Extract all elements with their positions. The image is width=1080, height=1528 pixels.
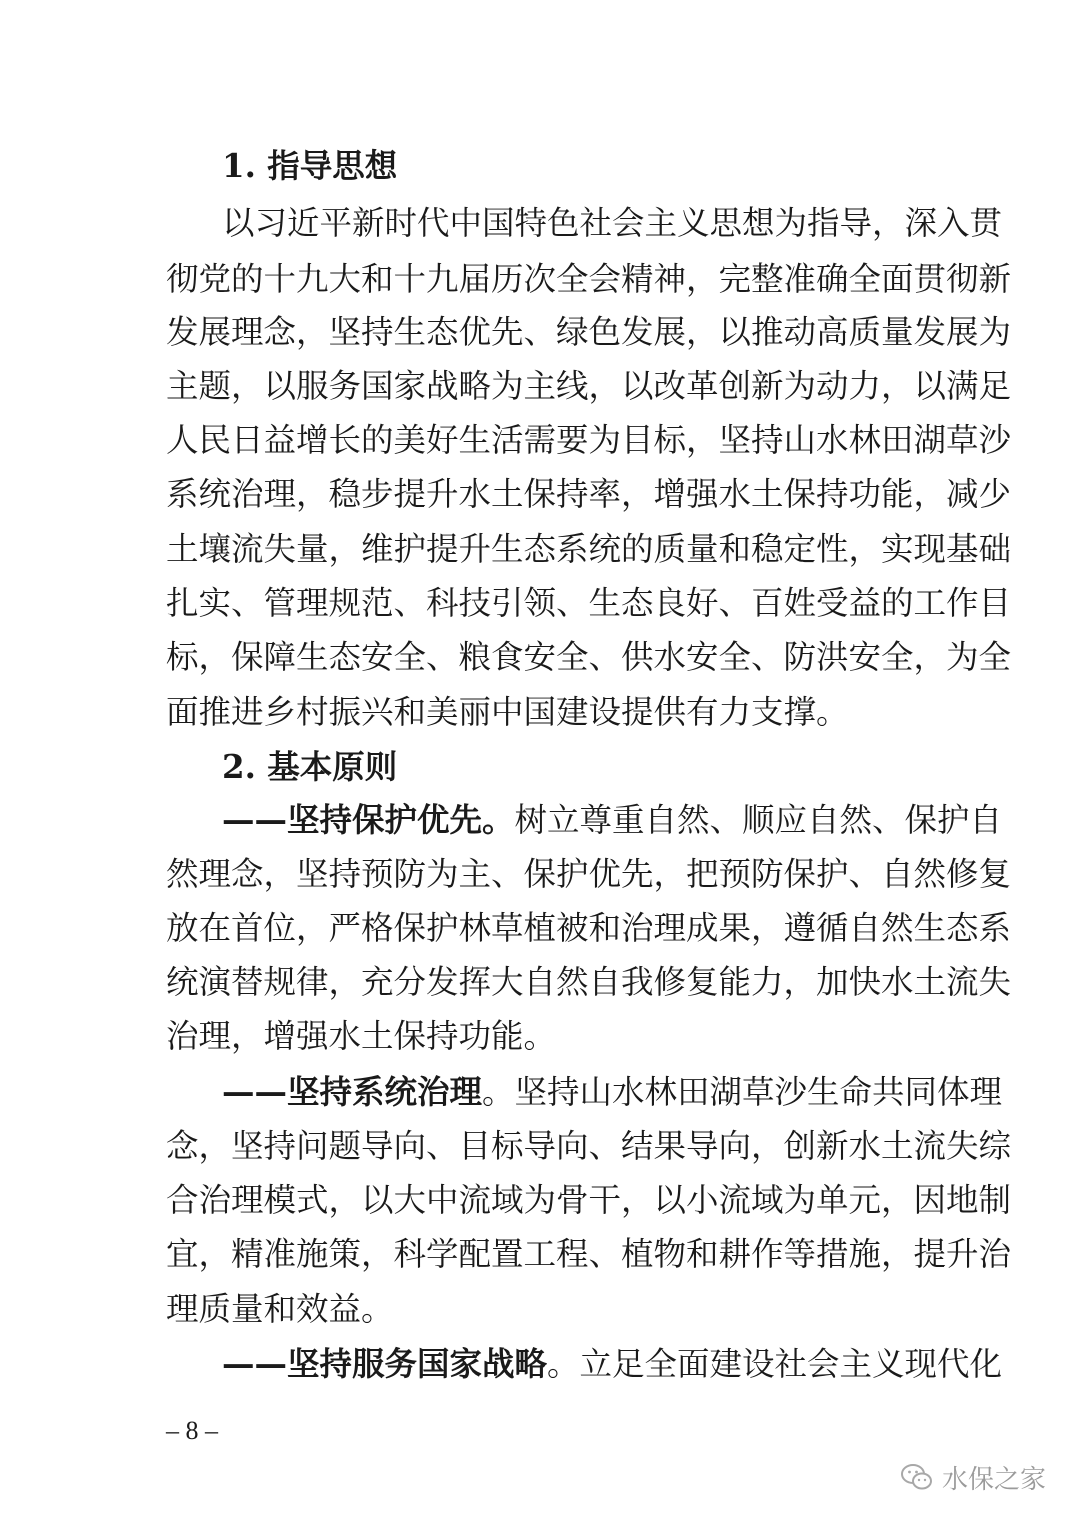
- paragraph-line: 放在首位，严格保护林草植被和治理成果，遵循自然生态系: [166, 909, 1012, 947]
- paragraph-line: 扎实、管理规范、科技引领、生态良好、百姓受益的工作目: [166, 584, 1012, 622]
- paragraph-line: 土壤流失量，维护提升生态系统的质量和稳定性，实现基础: [166, 530, 1012, 568]
- principle-first-line: [222, 1334, 1003, 1394]
- section-heading-basic-principles: 2. 基本原则: [222, 747, 398, 786]
- principle-title: ——坚持服务国家战略: [222, 1344, 548, 1383]
- paragraph-line: 面推进乡村振兴和美丽中国建设提供有力支撑。: [166, 693, 849, 731]
- principle-title: ——坚持保护优先。: [222, 800, 515, 839]
- paragraph-line: 念，坚持问题导向、目标导向、结果导向，创新水土流失综: [166, 1127, 1012, 1165]
- paragraph-line: 主题，以服务国家战略为主线，以改革创新为动力，以满足: [166, 367, 1012, 405]
- principle-text: 。立足全面建设社会主义现代化: [547, 1345, 1003, 1383]
- paragraph-line: 然理念，坚持预防为主、保护优先，把预防保护、自然修复: [166, 855, 1012, 893]
- section-heading-guiding-thought: 1. 指导思想: [222, 146, 398, 185]
- paragraph-line: 统演替规律，充分发挥大自然自我修复能力，加快水土流失: [166, 963, 1012, 1001]
- paragraph-line: 系统治理，稳步提升水土保持率，增强水土保持功能，减少: [166, 475, 1012, 513]
- paragraph-line: 标，保障生态安全、粮食安全、供水安全、防洪安全，为全: [166, 638, 1012, 676]
- paragraph-line: 以习近平新时代中国特色社会主义思想为指导，深入贯: [222, 204, 1003, 242]
- wechat-icon: [900, 1462, 934, 1492]
- paragraph-line: 发展理念，坚持生态优先、绿色发展，以推动高质量发展为: [166, 313, 1012, 351]
- principle-first-line: [222, 790, 1003, 850]
- paragraph-line: 治理，增强水土保持功能。: [166, 1017, 557, 1055]
- page-number: – 8 –: [166, 1416, 218, 1445]
- paragraph-line: 彻党的十九大和十九届历次全会精神，完整准确全面贯彻新: [166, 260, 1012, 298]
- watermark-text: 水保之家: [942, 1464, 1047, 1495]
- principle-text: 树立尊重自然、顺应自然、保护自: [514, 801, 1003, 839]
- paragraph-line: 合治理模式，以大中流域为骨干，以小流域为单元，因地制: [166, 1181, 1012, 1219]
- paragraph-line: 宜，精准施策，科学配置工程、植物和耕作等措施，提升治: [166, 1235, 1012, 1273]
- paragraph-line: 理质量和效益。: [166, 1290, 394, 1328]
- paragraph-line: 人民日益增长的美好生活需要为目标，坚持山水林田湖草沙: [166, 421, 1012, 459]
- principle-first-line: [222, 1062, 1003, 1122]
- principle-text: 。坚持山水林田湖草沙生命共同体理: [482, 1073, 1003, 1111]
- watermark: [900, 1452, 1046, 1502]
- principle-title: ——坚持系统治理: [222, 1072, 483, 1111]
